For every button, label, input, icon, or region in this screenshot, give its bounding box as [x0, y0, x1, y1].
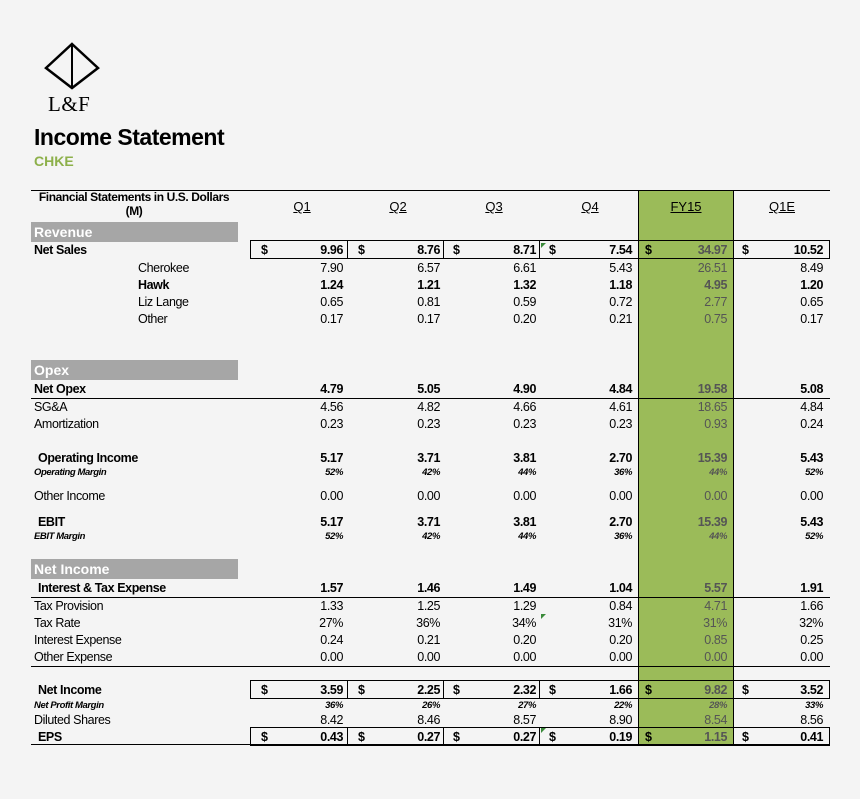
currency-symbol: $ [358, 243, 365, 257]
cell-divider [443, 240, 444, 258]
currency-symbol: $ [358, 683, 365, 697]
cell-net-income-q3: 2.32 [513, 683, 536, 697]
cell-other-income-q2: 0.00 [417, 489, 440, 503]
cell-other-expense-q1: 0.00 [320, 650, 343, 664]
cell-net-sales-fy15: 34.97 [697, 243, 727, 257]
cell-net-sales-q4: 7.54 [609, 243, 632, 257]
cell-tax-provision-q2: 1.25 [417, 599, 440, 613]
row-border-left [250, 680, 251, 698]
cell-interest-tax-fy15: 5.57 [704, 581, 727, 595]
cell-hawk-q2: 1.21 [417, 278, 440, 292]
row-label-amortization: Amortization [34, 417, 99, 431]
row-label-hawk: Hawk [138, 278, 170, 292]
cell-net-opex-q2: 5.05 [417, 382, 440, 396]
cell-ebit-margin-q2: 42% [422, 531, 440, 542]
cell-divider [539, 680, 540, 698]
cell-net-opex-fy15: 19.58 [697, 382, 727, 396]
column-header-q2: Q2 [389, 199, 407, 214]
cell-operating-margin-fy15: 44% [709, 467, 727, 478]
currency-symbol: $ [261, 683, 268, 697]
currency-symbol: $ [358, 730, 365, 744]
cell-other-expense-q1e: 0.00 [800, 650, 823, 664]
cell-cherokee-fy15: 26.51 [697, 261, 727, 275]
cell-net-profit-margin-q4: 22% [614, 700, 632, 711]
cell-sga-q1: 4.56 [320, 400, 343, 414]
cell-net-opex-q3: 4.90 [513, 382, 536, 396]
cell-cherokee-q3: 6.61 [513, 261, 536, 275]
cell-eps-q1e: 0.41 [800, 730, 823, 744]
row-border-right [829, 240, 830, 258]
cell-sga-fy15: 18.65 [697, 400, 727, 414]
row-label-operating-margin: Operating Margin [34, 467, 107, 478]
row-label-cherokee: Cherokee [138, 261, 189, 275]
cell-interest-expense-q2: 0.21 [417, 633, 440, 647]
cell-hawk-fy15: 4.95 [704, 278, 727, 292]
row-border-top [250, 727, 830, 728]
cell-diluted-shares-q4: 8.90 [609, 713, 632, 727]
cell-eps-q3: 0.27 [513, 730, 536, 744]
cell-ebit-margin-fy15: 44% [709, 531, 727, 542]
cell-other-fy15: 0.75 [704, 312, 727, 326]
cell-interest-expense-fy15: 0.85 [704, 633, 727, 647]
currency-symbol: $ [742, 730, 749, 744]
cell-other-income-fy15: 0.00 [704, 489, 727, 503]
cell-interest-tax-q2: 1.46 [417, 581, 440, 595]
cell-ebit-margin-q3: 44% [518, 531, 536, 542]
cell-eps-q2: 0.27 [417, 730, 440, 744]
cell-ebit-q2: 3.71 [417, 515, 440, 529]
cell-liz-lange-fy15: 2.77 [704, 295, 727, 309]
cell-diluted-shares-fy15: 8.54 [704, 713, 727, 727]
cell-operating-margin-q3: 44% [518, 467, 536, 478]
column-header-q4: Q4 [581, 199, 599, 214]
cell-liz-lange-q3: 0.59 [513, 295, 536, 309]
cell-interest-expense-q3: 0.20 [513, 633, 536, 647]
cell-ebit-fy15: 15.39 [697, 515, 727, 529]
cell-ebit-q3: 3.81 [513, 515, 536, 529]
ticker-label: CHKE [34, 153, 74, 169]
column-header-q3: Q3 [485, 199, 503, 214]
cell-tax-rate-q3: 34% [512, 616, 536, 630]
cell-tax-provision-q4: 0.84 [609, 599, 632, 613]
cell-eps-q1: 0.43 [320, 730, 343, 744]
cell-net-profit-margin-q1e: 33% [805, 700, 823, 711]
cell-cherokee-q2: 6.57 [417, 261, 440, 275]
cell-net-income-q4: 1.66 [609, 683, 632, 697]
cell-amortization-q3: 0.23 [513, 417, 536, 431]
cell-net-sales-q1e: 10.52 [793, 243, 823, 257]
currency-symbol: $ [261, 730, 268, 744]
comment-marker [541, 614, 546, 619]
row-border-right [829, 727, 830, 745]
cell-amortization-q1: 0.23 [320, 417, 343, 431]
cell-tax-rate-q2: 36% [416, 616, 440, 630]
cell-interest-tax-q1: 1.57 [320, 581, 343, 595]
cell-tax-rate-fy15: 31% [703, 616, 727, 630]
cell-other-expense-q2: 0.00 [417, 650, 440, 664]
currency-symbol: $ [645, 683, 652, 697]
row-label-ebit-margin: EBIT Margin [34, 531, 86, 542]
cell-net-profit-margin-q3: 27% [518, 700, 536, 711]
cell-divider [443, 727, 444, 745]
row-border-top [250, 240, 830, 241]
row-label-tax-rate: Tax Rate [34, 616, 81, 630]
cell-tax-rate-q1: 27% [319, 616, 343, 630]
row-label-other-income: Other Income [34, 489, 105, 503]
cell-net-income-q1: 3.59 [320, 683, 343, 697]
cell-hawk-q1e: 1.20 [800, 278, 823, 292]
comment-marker [541, 728, 546, 733]
cell-net-income-q1e: 3.52 [800, 683, 823, 697]
cell-interest-tax-q4: 1.04 [609, 581, 632, 595]
row-label-sga: SG&A [34, 400, 68, 414]
comment-marker [541, 243, 546, 248]
cell-tax-provision-fy15: 4.71 [704, 599, 727, 613]
cell-ebit-margin-q1: 52% [325, 531, 343, 542]
cell-divider [443, 680, 444, 698]
cell-interest-tax-q3: 1.49 [513, 581, 536, 595]
fy15-left-border [638, 190, 639, 744]
cell-tax-provision-q1e: 1.66 [800, 599, 823, 613]
currency-symbol: $ [549, 683, 556, 697]
row-label-liz-lange: Liz Lange [138, 295, 189, 309]
currency-symbol: $ [453, 683, 460, 697]
cell-amortization-q2: 0.23 [417, 417, 440, 431]
cell-divider [539, 727, 540, 745]
row-label-interest-expense: Interest Expense [34, 633, 122, 647]
cell-operating-income-q3: 3.81 [513, 451, 536, 465]
cell-eps-q4: 0.19 [609, 730, 632, 744]
currency-symbol: $ [742, 243, 749, 257]
cell-operating-income-fy15: 15.39 [697, 451, 727, 465]
cell-cherokee-q1: 7.90 [320, 261, 343, 275]
section-net-income: Net Income [31, 559, 238, 579]
cell-operating-income-q4: 2.70 [609, 451, 632, 465]
currency-symbol: $ [549, 730, 556, 744]
cell-sga-q4: 4.61 [609, 400, 632, 414]
cell-amortization-q4: 0.23 [609, 417, 632, 431]
row-label-net-sales: Net Sales [34, 243, 87, 257]
cell-ebit-q1: 5.17 [320, 515, 343, 529]
diamond-logo-icon [44, 42, 100, 90]
cell-hawk-q1: 1.24 [320, 278, 343, 292]
cell-hawk-q3: 1.32 [513, 278, 536, 292]
cell-operating-margin-q1e: 52% [805, 467, 823, 478]
currency-symbol: $ [645, 730, 652, 744]
currency-symbol: $ [453, 730, 460, 744]
cell-net-profit-margin-q2: 26% [422, 700, 440, 711]
cell-divider [347, 680, 348, 698]
row-label-net-opex: Net Opex [34, 382, 86, 396]
cell-eps-fy15: 1.15 [704, 730, 727, 744]
cell-other-expense-q3: 0.00 [513, 650, 536, 664]
cell-operating-income-q2: 3.71 [417, 451, 440, 465]
row-border-top [250, 680, 830, 681]
cell-operating-margin-q1: 52% [325, 467, 343, 478]
cell-other-income-q3: 0.00 [513, 489, 536, 503]
cell-sga-q2: 4.82 [417, 400, 440, 414]
cell-net-opex-q1: 4.79 [320, 382, 343, 396]
cell-diluted-shares-q1e: 8.56 [800, 713, 823, 727]
currency-symbol: $ [645, 243, 652, 257]
cell-other-q2: 0.17 [417, 312, 440, 326]
row-label-other: Other [138, 312, 168, 326]
logo-text: L&F [48, 92, 91, 116]
cell-other-q1e: 0.17 [800, 312, 823, 326]
cell-diluted-shares-q3: 8.57 [513, 713, 536, 727]
cell-net-profit-margin-q1: 36% [325, 700, 343, 711]
cell-tax-rate-q1e: 32% [799, 616, 823, 630]
cell-other-income-q1: 0.00 [320, 489, 343, 503]
page-title: Income Statement [34, 124, 225, 150]
row-border-right [829, 680, 830, 698]
cell-diluted-shares-q2: 8.46 [417, 713, 440, 727]
currency-symbol: $ [549, 243, 556, 257]
cell-ebit-margin-q4: 36% [614, 531, 632, 542]
cell-amortization-q1e: 0.24 [800, 417, 823, 431]
cell-interest-expense-q1: 0.24 [320, 633, 343, 647]
cell-liz-lange-q4: 0.72 [609, 295, 632, 309]
cell-operating-income-q1e: 5.43 [800, 451, 823, 465]
row-border-bottom [250, 258, 830, 259]
cell-ebit-q1e: 5.43 [800, 515, 823, 529]
cell-ebit-q4: 2.70 [609, 515, 632, 529]
cell-other-q1: 0.17 [320, 312, 343, 326]
cell-net-profit-margin-fy15: 28% [709, 700, 727, 711]
cell-divider [347, 727, 348, 745]
cell-tax-provision-q1: 1.33 [320, 599, 343, 613]
currency-symbol: $ [453, 243, 460, 257]
currency-symbol: $ [261, 243, 268, 257]
currency-symbol: $ [742, 683, 749, 697]
cell-divider [347, 240, 348, 258]
row-label-eps: EPS [38, 730, 62, 744]
cell-net-sales-q3: 8.71 [513, 243, 536, 257]
cell-diluted-shares-q1: 8.42 [320, 713, 343, 727]
cell-tax-rate-q4: 31% [608, 616, 632, 630]
cell-cherokee-q4: 5.43 [609, 261, 632, 275]
cell-other-expense-fy15: 0.00 [704, 650, 727, 664]
column-header-q1e: Q1E [768, 199, 795, 214]
cell-other-expense-q4: 0.00 [609, 650, 632, 664]
cell-interest-tax-q1e: 1.91 [800, 581, 823, 595]
cell-other-income-q4: 0.00 [609, 489, 632, 503]
cell-net-sales-q2: 8.76 [417, 243, 440, 257]
cell-operating-margin-q2: 42% [422, 467, 440, 478]
row-label-interest-tax: Interest & Tax Expense [38, 581, 166, 595]
table-bottom-border [31, 744, 830, 745]
cell-divider [539, 240, 540, 258]
row-label-tax-provision: Tax Provision [34, 599, 104, 613]
cell-liz-lange-q1e: 0.65 [800, 295, 823, 309]
cell-net-sales-q1: 9.96 [320, 243, 343, 257]
cell-operating-margin-q4: 36% [614, 467, 632, 478]
row-label-other-expense: Other Expense [34, 650, 113, 664]
fy15-right-border [733, 190, 734, 744]
cell-interest-expense-q4: 0.20 [609, 633, 632, 647]
cell-liz-lange-q1: 0.65 [320, 295, 343, 309]
cell-liz-lange-q2: 0.81 [417, 295, 440, 309]
cell-operating-income-q1: 5.17 [320, 451, 343, 465]
row-label-net-income: Net Income [38, 683, 102, 697]
row-underline [31, 666, 830, 667]
cell-cherokee-q1e: 8.49 [800, 261, 823, 275]
cell-net-opex-q4: 4.84 [609, 382, 632, 396]
cell-other-q3: 0.20 [513, 312, 536, 326]
cell-net-income-fy15: 9.82 [704, 683, 727, 697]
row-label-ebit: EBIT [38, 515, 65, 529]
cell-ebit-margin-q1e: 52% [805, 531, 823, 542]
row-border-bottom [250, 745, 830, 746]
cell-tax-provision-q3: 1.29 [513, 599, 536, 613]
section-revenue: Revenue [31, 222, 238, 242]
column-header-fy15: FY15 [670, 199, 702, 214]
cell-other-q4: 0.21 [609, 312, 632, 326]
cell-net-income-q2: 2.25 [417, 683, 440, 697]
row-border-left [250, 240, 251, 258]
row-border-left [250, 727, 251, 745]
cell-amortization-fy15: 0.93 [704, 417, 727, 431]
fs-header-label: Financial Statements in U.S. Dollars (M) [38, 190, 230, 218]
section-opex: Opex [31, 360, 238, 380]
cell-sga-q1e: 4.84 [800, 400, 823, 414]
row-label-diluted-shares: Diluted Shares [34, 713, 111, 727]
cell-sga-q3: 4.66 [513, 400, 536, 414]
cell-other-income-q1e: 0.00 [800, 489, 823, 503]
cell-net-opex-q1e: 5.08 [800, 382, 823, 396]
row-label-operating-income: Operating Income [38, 451, 138, 465]
column-header-q1: Q1 [293, 199, 311, 214]
cell-hawk-q4: 1.18 [609, 278, 632, 292]
row-label-net-profit-margin: Net Profit Margin [34, 700, 104, 711]
cell-interest-expense-q1e: 0.25 [800, 633, 823, 647]
